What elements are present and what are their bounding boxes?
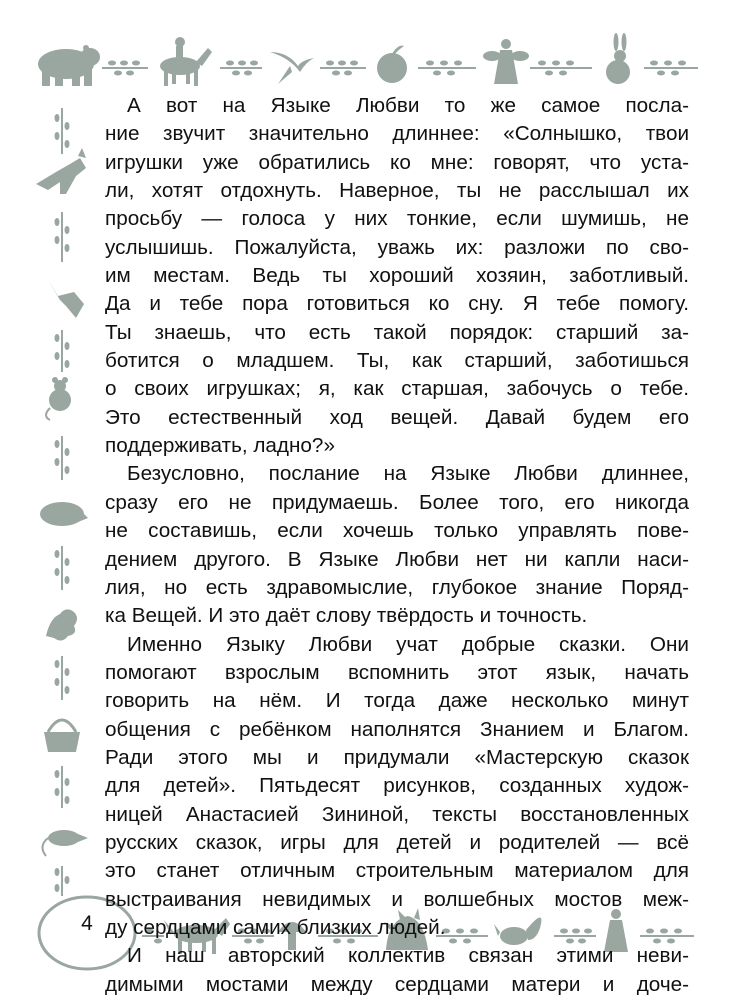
text-line: димыми мостами между сердцами матери и доче- — [105, 972, 689, 996]
text-line: ду сердцами самих близких людей. — [105, 915, 446, 939]
sprig-icon — [55, 656, 70, 700]
paragraph — [105, 631, 689, 943]
sprig-icon — [55, 546, 70, 590]
text-line: общения с ребёнком наполнятся Знанием и Благом. — [105, 717, 689, 741]
oak-leaf-icon — [46, 609, 77, 640]
text-line: Ты знаешь, что есть такой порядок: старший за- — [105, 320, 689, 344]
text-line: помогают взрослым вспомнить этот язык, начать — [105, 660, 689, 684]
text-line: ботится о младшем. Ты, как старший, заботишься — [105, 349, 689, 373]
body-text — [105, 92, 689, 999]
text-line: сразу его не придумаешь. Более того, его никогда — [105, 490, 689, 514]
text-line: не составишь, если хочешь только управлять пове- — [105, 519, 689, 543]
text-line: о своих игрушках; я, как старшая, забочусь о тебе. — [105, 377, 689, 401]
text-line: для детей». Пятьдесят рисунков, созданных худож- — [105, 774, 689, 798]
text-line: русских сказок, игры для детей и родителей — всё — [105, 830, 689, 854]
text-line: ницей Анастасией Зининой, тексты восстановленных — [105, 802, 689, 826]
hare-icon — [606, 33, 630, 84]
badger-icon — [40, 502, 88, 526]
page-number: 4 — [81, 912, 93, 935]
text-line: ка Вещей. И это даёт слову твёрдость и точность. — [105, 604, 588, 628]
bird-icon — [48, 280, 84, 318]
text-line: ние звучит значительно длиннее: «Солнышко, твои — [105, 122, 689, 146]
text-line: это станет отличным строительным материалом для — [105, 859, 689, 883]
mouse-icon — [46, 377, 71, 420]
text-line: просьбу — голоса у них тонкие, если шумишь, не — [105, 207, 689, 231]
sprig-icon — [55, 212, 70, 262]
text-line: выстраивания невидимых и волшебных мостов меж- — [105, 887, 689, 911]
sprig-icon — [55, 866, 70, 896]
text-line: лия, но есть здравомыслие, глубокое знание Поряд- — [105, 575, 689, 599]
rat-icon — [42, 830, 88, 856]
horse-rider-icon — [160, 37, 212, 86]
paragraph — [105, 92, 689, 460]
sprig-icon — [102, 61, 148, 76]
sprig-icon — [220, 61, 262, 76]
text-line: Да и тебе пора готовиться ко сну. Я тебе помогу. — [105, 292, 689, 316]
text-line: Ради этого мы и придумали «Мастерскую сказок — [105, 745, 689, 769]
text-line: услышишь. Пожалуйста, уважь их: разложи по сво- — [105, 235, 689, 259]
sprig-icon — [418, 61, 476, 76]
text-line: дением другого. В Языке Любви нет ни капли наси- — [105, 547, 689, 571]
sprig-icon — [320, 61, 366, 76]
paragraph — [105, 460, 689, 630]
text-line: поддерживать, ладно?» — [105, 434, 335, 458]
text-line: Именно Языку Любви учат добрые сказки. Они — [127, 632, 689, 656]
fox-icon — [36, 148, 86, 194]
text-line: Безусловно, послание на Языке Любви длиннее, — [127, 462, 689, 486]
text-line: И наш авторский коллектив связан этими неви- — [127, 944, 689, 968]
swallow-icon — [270, 52, 314, 84]
text-line: игрушки уже обратились ко мне: говорят, что уста- — [105, 150, 689, 174]
basket-icon — [44, 720, 80, 752]
text-line: им местам. Ведь ты хороший хозяин, заботливый. — [105, 264, 689, 288]
paragraph — [105, 942, 689, 999]
sprig-icon — [55, 436, 70, 480]
fairy-icon — [483, 39, 529, 84]
text-line: ли, хотят отдохнуть. Наверное, ты не расслышал их — [105, 179, 689, 203]
sprig-icon — [530, 61, 592, 76]
apple-icon — [377, 46, 407, 83]
text-line: говорить на нём. И тогда даже несколько минут — [105, 689, 689, 713]
sprig-icon — [55, 108, 70, 154]
sprig-icon — [55, 330, 70, 372]
text-line: А вот на Языке Любви то же самое посла- — [127, 94, 689, 117]
sprig-icon — [644, 61, 698, 76]
bear-icon — [38, 45, 100, 86]
sprig-icon — [55, 766, 70, 808]
text-line: Это естественный ход вещей. Давай будем его — [105, 405, 689, 429]
